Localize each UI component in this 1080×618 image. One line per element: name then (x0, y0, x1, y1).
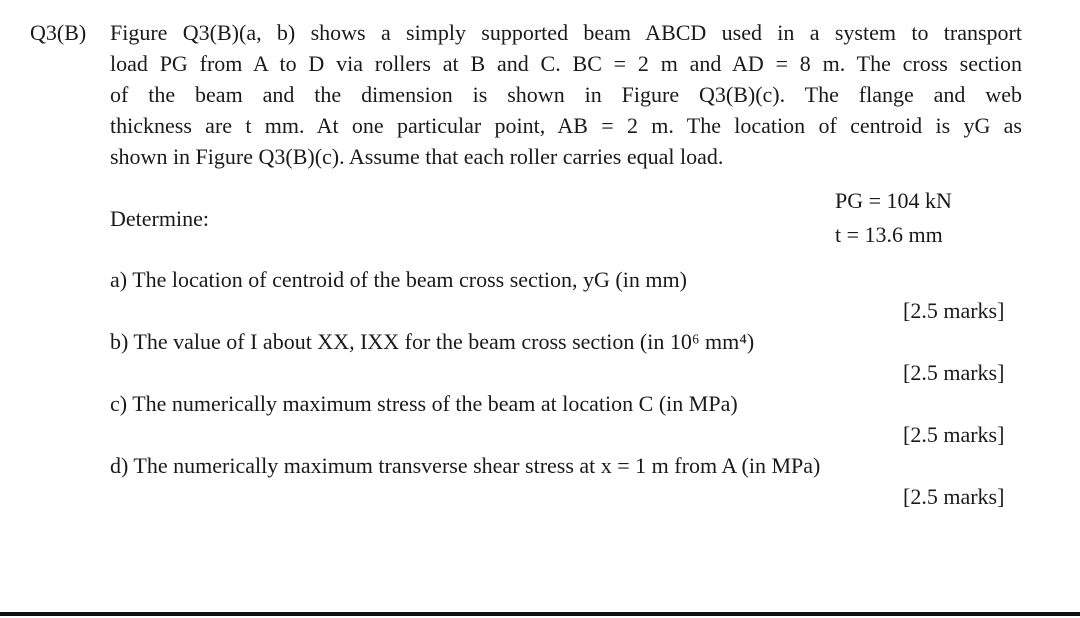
question-number: Q3(B) (30, 20, 87, 45)
part-b-marks: [2.5 marks] (903, 360, 1005, 385)
given-load-pg: PG = 104 kN (835, 188, 952, 213)
part-d-marks: [2.5 marks] (903, 484, 1005, 509)
part-a-marks: [2.5 marks] (903, 298, 1005, 323)
question-text-line-2: load PG from A to D via rollers at B and C. BC = 2 m and AD = 8 m. The cross section (110, 51, 1022, 76)
part-d-text: d) The numerically maximum transverse shear stress at x = 1 m from A (in MPa) (110, 453, 821, 478)
question-text-line-3: of the beam and the dimension is shown in Figure Q3(B)(c). The flange and web (110, 82, 1022, 107)
given-thickness-t: t = 13.6 mm (835, 222, 943, 247)
part-c-text: c) The numerically maximum stress of the beam at location C (in MPa) (110, 391, 738, 416)
determine-label: Determine: (110, 206, 209, 231)
part-c-marks: [2.5 marks] (903, 422, 1005, 447)
question-text-line-1: Figure Q3(B)(a, b) shows a simply supported beam ABCD used in a system to transport (110, 20, 1022, 45)
question-text-line-5: shown in Figure Q3(B)(c). Assume that each roller carries equal load. (110, 144, 724, 169)
part-a-text: a) The location of centroid of the beam cross section, yG (in mm) (110, 267, 687, 292)
bottom-divider (0, 612, 1080, 616)
part-b-text: b) The value of I about XX, IXX for the beam cross section (in 10⁶ mm⁴) (110, 329, 755, 354)
question-text-line-4: thickness are t mm. At one particular point, AB = 2 m. The location of centroid is yG as (110, 113, 1022, 138)
